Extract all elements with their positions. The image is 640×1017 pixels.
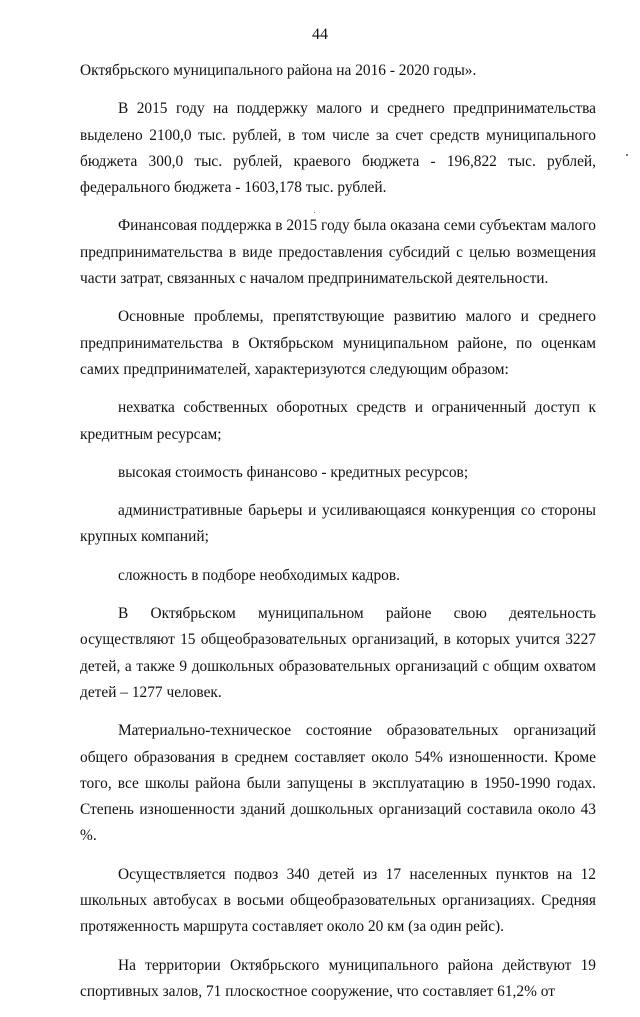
paragraph-sports: На территории Октябрьского муниципального района действуют 19 спортивных залов, 71 плоскостное сооружение, что составляет 61,2% от (80, 956, 596, 1000)
paragraph-wear: Материально-техническое состояние образовательных организаций общего образования в среднем составляет около 54% изношенности. Кроме того, все школы района были запущены в эксплуатацию в 1950-1990 годах. Степень изношенности зданий дошкольных организаций составила около 43 %. (80, 722, 596, 845)
paragraph-continuation: Октябрьского муниципального района на 2016 - 2020 годы». (80, 62, 477, 79)
paragraph-transport: Осуществляется подвоз 340 детей из 17 населенных пунктов на 12 школьных автобусах в восьми общеобразовательных организациях. Средняя протяженность маршрута составляет около 20 км (за один рейс). (80, 865, 596, 936)
page-number: 44 (312, 26, 328, 43)
paragraph-schools: В Октябрьском муниципальном районе свою деятельность осуществляют 15 общеобразовательных организаций, в которых учится 3227 детей, а также 9 дошкольных образовательных организаций с общим охватом детей – 1277 человек. (80, 605, 596, 701)
paragraph-financial-support: Финансовая поддержка в 2015 году была оказана семи субъектам малого предпринимательства в виде предоставления субсидий с целью возмещения части затрат, связанных с началом предпринимательской деятельности. (80, 217, 596, 288)
scan-mark (626, 154, 628, 156)
list-item-staffing: сложность в подборе необходимых кадров. (118, 566, 400, 584)
list-item-admin-barriers: административные барьеры и усиливающаяся конкуренция со стороны крупных компаний; (80, 502, 596, 546)
paragraph-main-problems: Основные проблемы, препятствующие развитию малого и среднего предпринимательства в Октябрьском муниципальном районе, по оценкам самих предпринимателей, характеризуются следующим образом: (80, 308, 596, 378)
list-item-working-capital: нехватка собственных оборотных средств и ограниченный доступ к кредитным ресурсам; (80, 399, 596, 443)
document-body (80, 58, 596, 1017)
list-item-credit-cost: высокая стоимость финансово - кредитных ресурсов; (118, 463, 469, 481)
paragraph-funding-2015: В 2015 году на поддержку малого и среднего предпринимательства выделено 2100,0 тыс. рублей, в том числе за счет средств муниципального бюджета 300,0 тыс. рублей, краевого бюджета - 196,822 тыс. рублей, федерального бюджета - 1603,178 тыс. рублей. (80, 100, 596, 197)
scan-mark (314, 212, 315, 213)
